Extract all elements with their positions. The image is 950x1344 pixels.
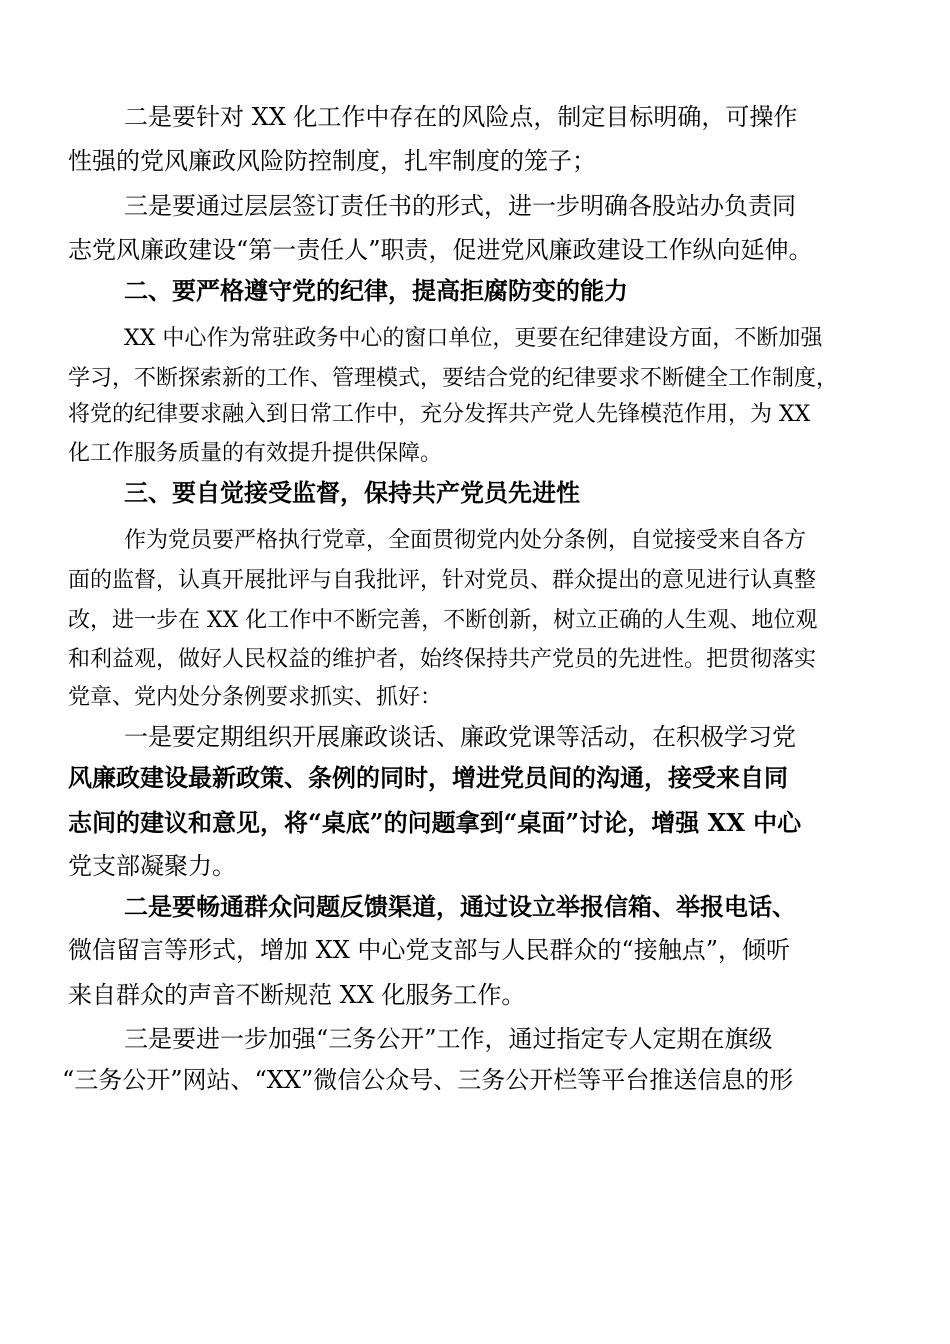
paragraph-2-line-1: 三是要通过层层签订责任书的形式，进一步明确各股站办负责同 — [124, 192, 796, 220]
paragraph-4-line-1: 作为党员要严格执行党章，全面贯彻党内处分条例，自觉接受来自各方 — [124, 528, 807, 553]
paragraph-1-line-2: 性强的党风廉政风险防控制度，扎牢制度的笼子； — [68, 147, 596, 175]
paragraph-4-line-3: 改，进一步在 XX 化工作中不断完善，不断创新，树立正确的人生观、地位观 — [68, 608, 818, 633]
paragraph-4-line-4: 和利益观，做好人民权益的维护者，始终保持共产党员的先进性。把贯彻落实 — [68, 647, 817, 672]
paragraph-5-line-2: 风廉政建设最新政策、条例的同时，增进党员间的沟通，接受来自同 — [68, 763, 788, 792]
paragraph-4-line-5: 党章、党内处分条例要求抓实、抓好： — [68, 685, 443, 710]
paragraph-6-line-2: 微信留言等形式，增加 XX 中心党支部与人民群众的“接触点”，倾听 — [68, 936, 790, 964]
paragraph-2-line-2: 志党风廉政建设“第一责任人”职责，促进党风廉政建设工作纵向延伸。 — [68, 236, 813, 264]
paragraph-3-line-4: 化工作服务质量的有效提升提供保障。 — [68, 441, 443, 466]
paragraph-5-line-4: 党支部凝聚力。 — [68, 852, 236, 880]
paragraph-4-line-2: 面的监督，认真开展批评与自我批评，针对党员、群众提出的意见进行认真整 — [68, 568, 817, 593]
paragraph-3-line-1: XX 中心作为常驻政务中心的窗口单位，更要在纪律建设方面，不断加强 — [124, 326, 823, 351]
section-heading-3: 三、要自觉接受监督，保持共产党员先进性 — [124, 479, 580, 507]
section-heading-2: 二、要严格遵守党的纪律，提高拒腐防变的能力 — [124, 277, 628, 305]
paragraph-5-line-3: 志间的建议和意见，将“桌底”的问题拿到“桌面”讨论，增强 XX 中心 — [68, 808, 802, 837]
paragraph-7-line-1: 三是要进一步加强“三务公开”工作，通过指定专人定期在旗级 — [124, 1025, 773, 1053]
paragraph-7-line-2: “三务公开”网站、“XX”微信公众号、三务公开栏等平台推送信息的形 — [62, 1066, 794, 1094]
paragraph-3-line-3: 将党的纪律要求融入到日常工作中，充分发挥共产党人先锋模范作用，为 XX — [68, 402, 811, 427]
paragraph-5-line-1: 一是要定期组织开展廉政谈话、廉政党课等活动，在积极学习党 — [124, 723, 796, 751]
paragraph-3-line-2: 学习，不断探索新的工作、管理模式，要结合党的纪律要求不断健全工作制度， — [68, 366, 839, 391]
paragraph-6-line-1: 二是要畅通群众问题反馈渠道，通过设立举报信箱、举报电话、 — [124, 892, 796, 921]
paragraph-6-line-3: 来自群众的声音不断规范 XX 化服务工作。 — [68, 981, 526, 1009]
paragraph-1-line-1: 二是要针对 XX 化工作中存在的风险点，制定目标明确，可操作 — [124, 103, 798, 131]
